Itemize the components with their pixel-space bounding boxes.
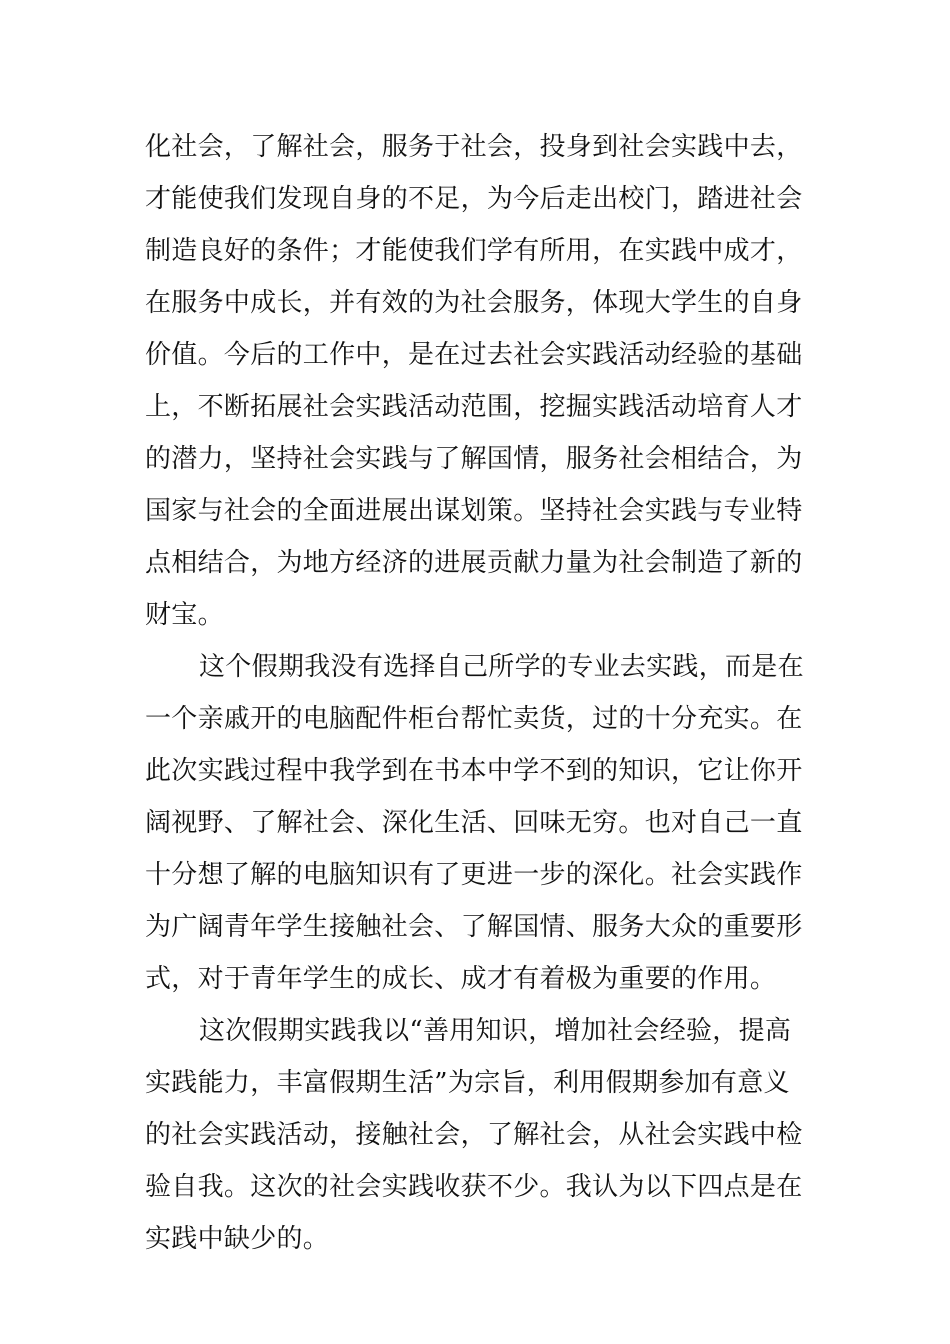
- paragraph-2-line-7: 式，对于青年学生的成长、成才有着极为重要的作用。: [145, 964, 777, 994]
- paragraph-1-line-8: 国家与社会的全面进展出谋划策。坚持社会实践与专业特: [145, 496, 803, 526]
- paragraph-1-line-6: 上，不断拓展社会实践活动范围，挖掘实践活动培育人才: [145, 392, 803, 422]
- paragraph-3-line-2: 实践能力，丰富假期生活”为宗旨，利用假期参加有意义: [145, 1068, 790, 1098]
- paragraph-3-line-5: 实践中缺少的。: [145, 1224, 330, 1254]
- paragraph-2-line-6: 为广阔青年学生接触社会、了解国情、服务大众的重要形: [145, 912, 803, 942]
- paragraph-3-line-1: 这次假期实践我以“善用知识，增加社会经验，提高: [199, 1016, 792, 1046]
- paragraph-1-line-1: 化社会，了解社会，服务于社会，投身到社会实践中去，: [145, 132, 803, 162]
- paragraph-1-line-5: 价值。今后的工作中，是在过去社会实践活动经验的基础: [145, 340, 803, 370]
- paragraph-2-line-3: 此次实践过程中我学到在书本中学不到的知识，它让你开: [145, 756, 803, 786]
- paragraph-2-line-5: 十分想了解的电脑知识有了更进一步的深化。社会实践作: [145, 860, 803, 890]
- paragraph-2-line-1: 这个假期我没有选择自己所学的专业去实践，而是在: [199, 652, 804, 682]
- paragraph-1-line-2: 才能使我们发现自身的不足，为今后走出校门，踏进社会: [145, 184, 803, 214]
- paragraph-1-line-3: 制造良好的条件；才能使我们学有所用，在实践中成才，: [145, 236, 803, 266]
- paragraph-2-line-2: 一个亲戚开的电脑配件柜台帮忙卖货，过的十分充实。在: [145, 704, 803, 734]
- paragraph-1-line-7: 的潜力，坚持社会实践与了解国情，服务社会相结合，为: [145, 444, 803, 474]
- paragraph-1-line-9: 点相结合，为地方经济的进展贡献力量为社会制造了新的: [145, 548, 803, 578]
- paragraph-1-line-10: 财宝。: [145, 600, 224, 630]
- paragraph-3-line-4: 验自我。这次的社会实践收获不少。我认为以下四点是在: [145, 1172, 803, 1202]
- paragraph-3-line-3: 的社会实践活动，接触社会，了解社会，从社会实践中检: [145, 1120, 803, 1150]
- paragraph-1-line-4: 在服务中成长，并有效的为社会服务，体现大学生的自身: [145, 288, 803, 318]
- paragraph-2-line-4: 阔视野、了解社会、深化生活、回味无穷。也对自己一直: [145, 808, 803, 838]
